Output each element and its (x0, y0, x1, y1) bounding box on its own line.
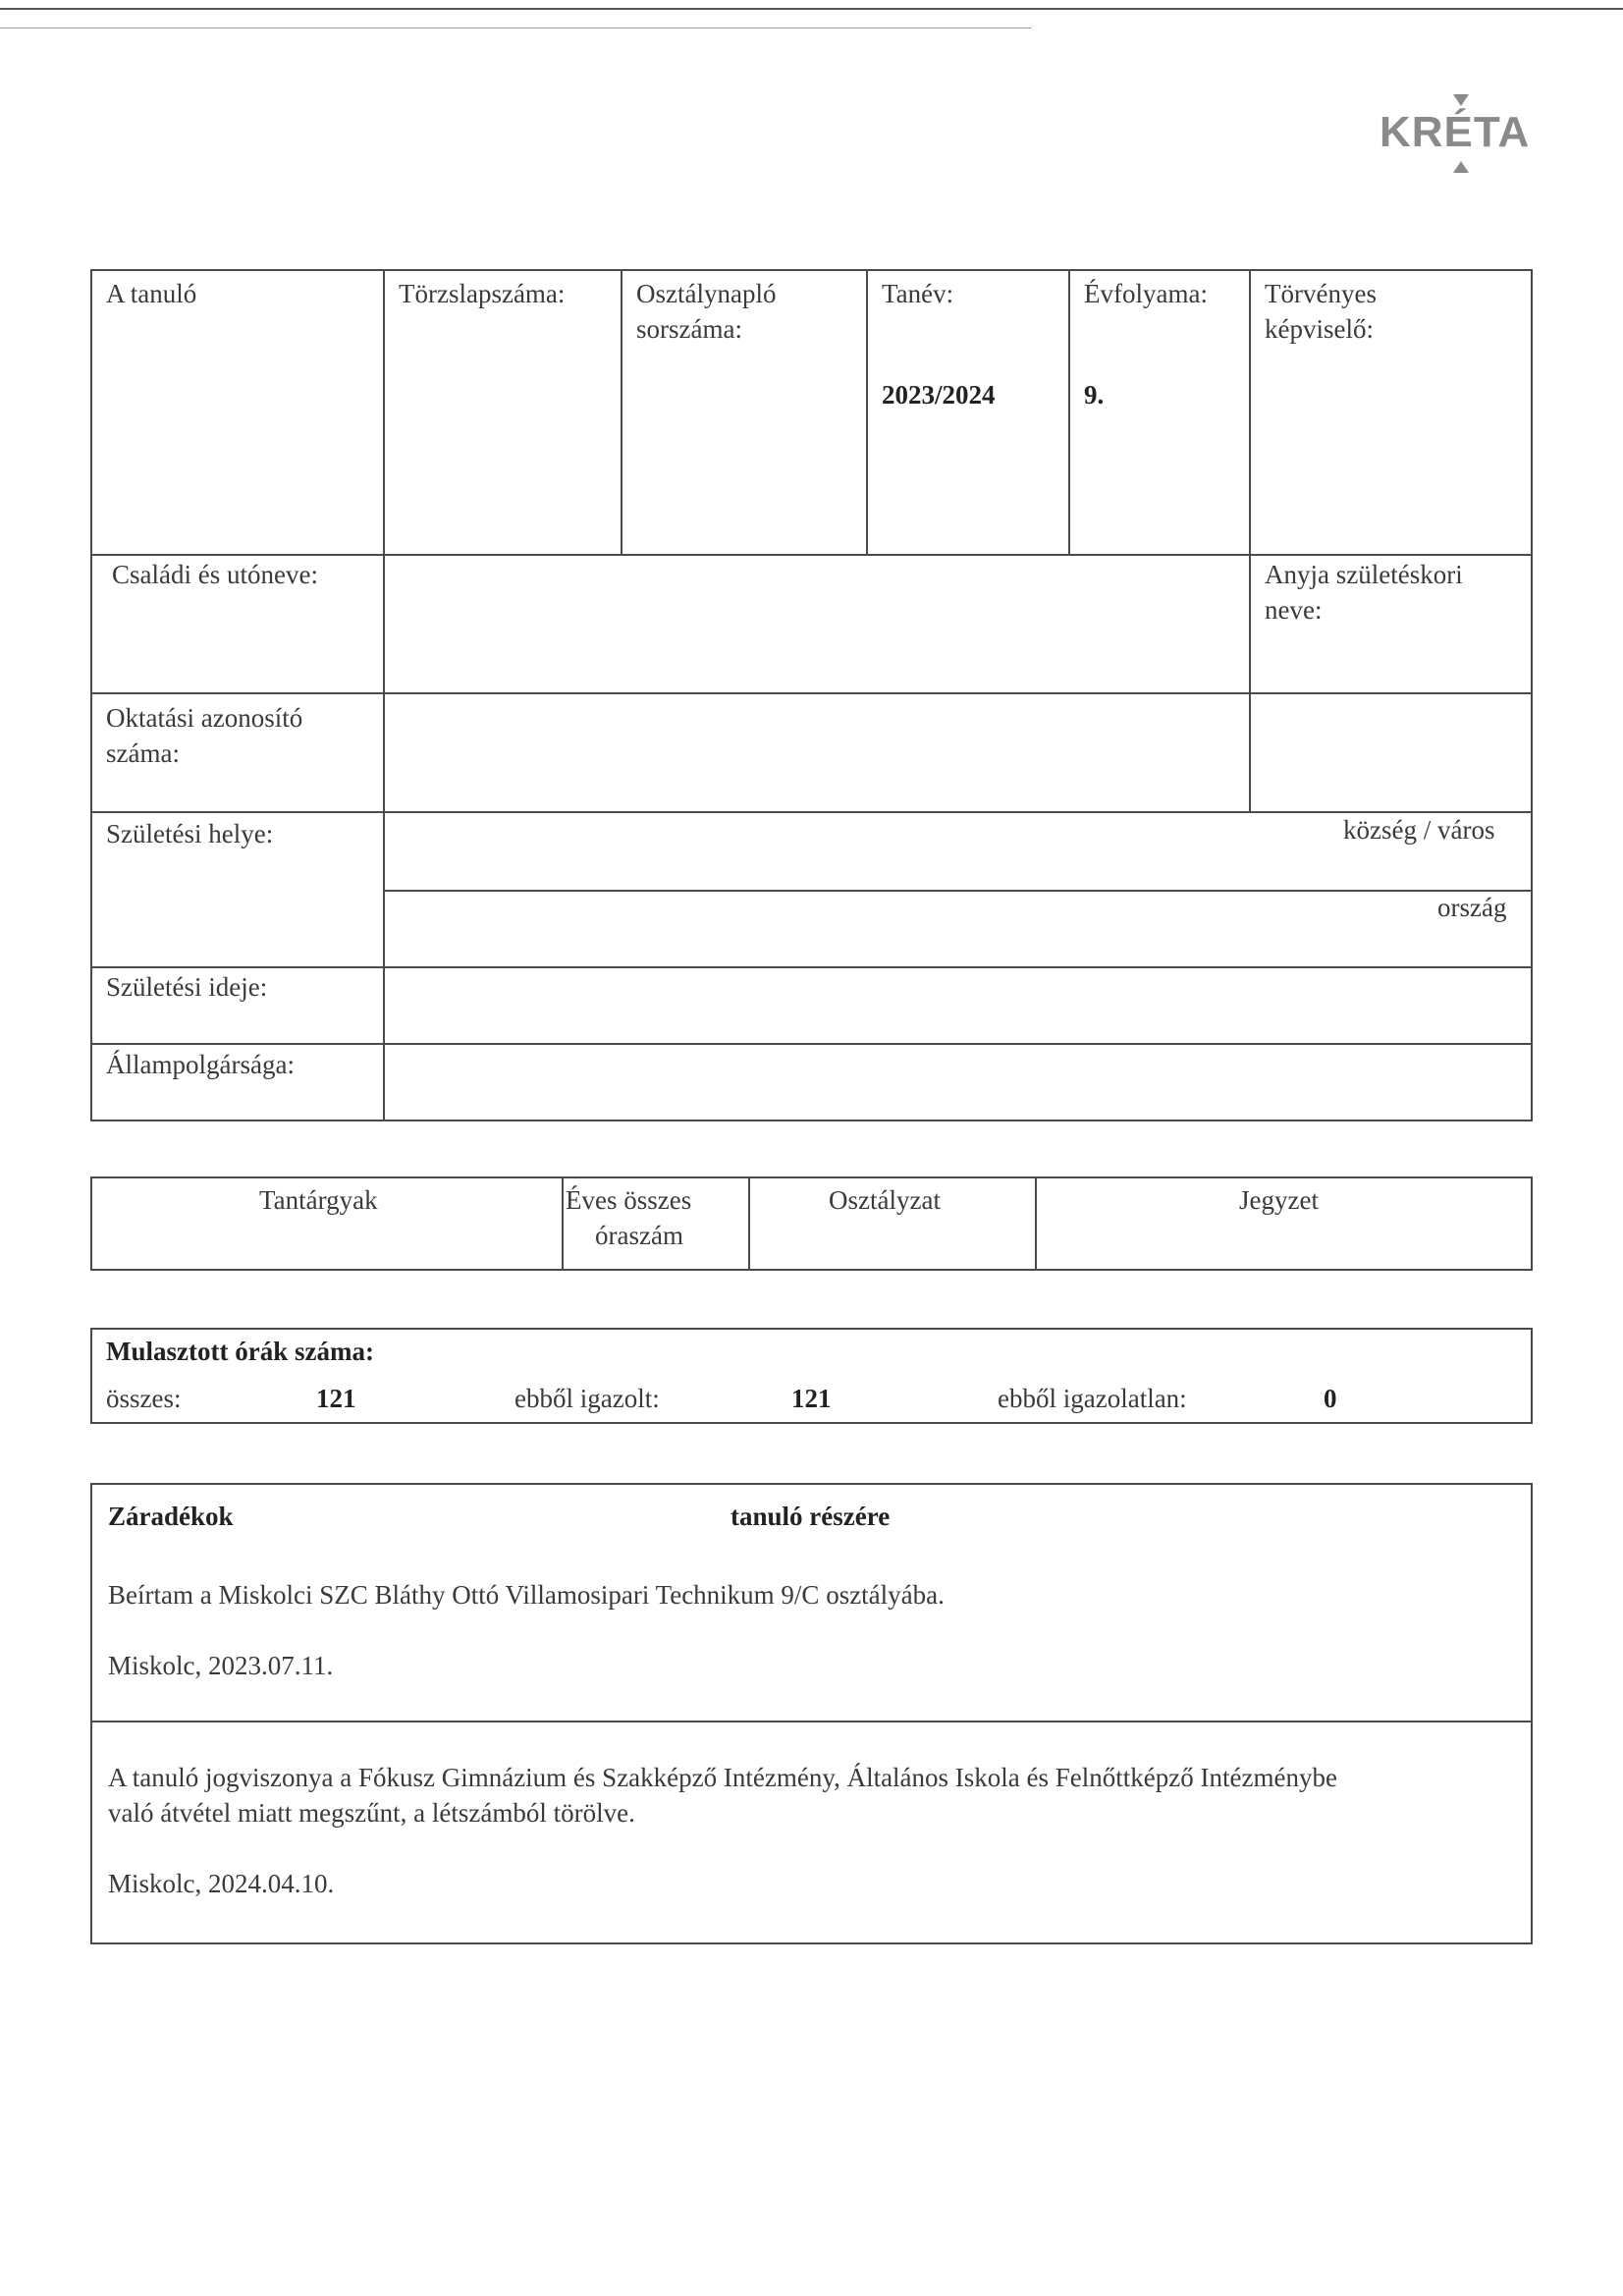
birth-place-label: Születési helye: (106, 819, 274, 848)
clause-entry-2-text: A tanuló jogviszonya a Fókusz Gimnázium és Szakképző Intézmény, Általános Iskola és Felnőttképző Intézménybe (108, 1763, 1337, 1792)
mother-name-label: Anyja születéskori (1265, 560, 1463, 589)
legal-representative-label-line2: képviselő: (1265, 314, 1374, 344)
divider (90, 692, 1533, 694)
divider (621, 269, 622, 554)
absences-title: Mulasztott órák száma: (106, 1337, 374, 1366)
annual-hours-column-header-line2: óraszám (595, 1221, 683, 1250)
absences-total-label: összes: (106, 1384, 182, 1413)
absences-unjustified-label: ebből igazolatlan: (998, 1384, 1187, 1413)
education-id-label-line2: száma: (106, 738, 180, 768)
legal-representative-label: Törvényes (1265, 279, 1377, 308)
clause-entry-1-text: Beírtam a Miskolci SZC Bláthy Ottó Villamosipari Technikum 9/C osztályába. (108, 1580, 945, 1610)
town-label: község / város (1343, 815, 1495, 845)
clause-entry-1-date: Miskolc, 2023.07.11. (108, 1651, 334, 1680)
class-log-number-label-line2: sorszáma: (636, 314, 742, 344)
logo-triangle-bottom-icon (1453, 161, 1469, 173)
birth-date-label: Születési ideje: (106, 972, 268, 1002)
divider (90, 1043, 1533, 1045)
logo-triangle-top-icon (1453, 94, 1469, 106)
clause-entry-2-text-line2: való átvétel miatt megszűnt, a létszámból törölve. (108, 1798, 635, 1828)
divider (748, 1176, 750, 1271)
name-label: Családi és utóneve: (112, 560, 318, 589)
class-log-number-label: Osztálynapló (636, 279, 777, 308)
mother-name-label-line2: neve: (1265, 595, 1323, 625)
divider (383, 269, 385, 554)
absences-justified-label: ebből igazolt: (514, 1384, 660, 1413)
divider (383, 890, 1533, 892)
divider (90, 1721, 1533, 1722)
absences-total-value: 121 (316, 1384, 356, 1413)
absences-unjustified-value: 0 (1324, 1384, 1337, 1413)
school-year-value: 2023/2024 (882, 380, 996, 410)
divider (90, 966, 1533, 968)
logo-text: KRÉTA (1380, 108, 1531, 156)
school-year-label: Tanév: (882, 279, 954, 308)
register-number-label: Törzslapszáma: (399, 279, 566, 308)
annual-hours-column-header: Éves összes (566, 1185, 692, 1215)
grade-column-header: Osztályzat (829, 1185, 941, 1215)
citizenship-label: Állampolgársága: (106, 1050, 295, 1079)
note-column-header: Jegyzet (1239, 1185, 1319, 1215)
country-label: ország (1437, 893, 1507, 922)
divider (90, 811, 1533, 813)
absences-justified-value: 121 (791, 1384, 832, 1413)
student-data-table (90, 269, 1533, 1121)
kreta-logo (1380, 108, 1537, 167)
divider (866, 269, 868, 554)
top-rule-secondary (0, 27, 1031, 28)
divider (383, 554, 385, 1121)
divider (1068, 269, 1070, 554)
divider (90, 554, 1533, 556)
clause-entry-2-date: Miskolc, 2024.04.10. (108, 1869, 335, 1898)
divider (562, 1176, 564, 1271)
top-rule (0, 8, 1623, 10)
student-label: A tanuló (106, 279, 197, 308)
grade-label: Évfolyama: (1084, 279, 1208, 308)
divider (1035, 1176, 1037, 1271)
grade-value: 9. (1084, 380, 1105, 410)
clauses-subtitle: tanuló részére (730, 1502, 891, 1531)
clauses-title: Záradékok (108, 1502, 234, 1531)
subjects-column-header: Tantárgyak (259, 1185, 378, 1215)
education-id-label: Oktatási azonosító (106, 703, 303, 733)
divider (1249, 269, 1251, 811)
